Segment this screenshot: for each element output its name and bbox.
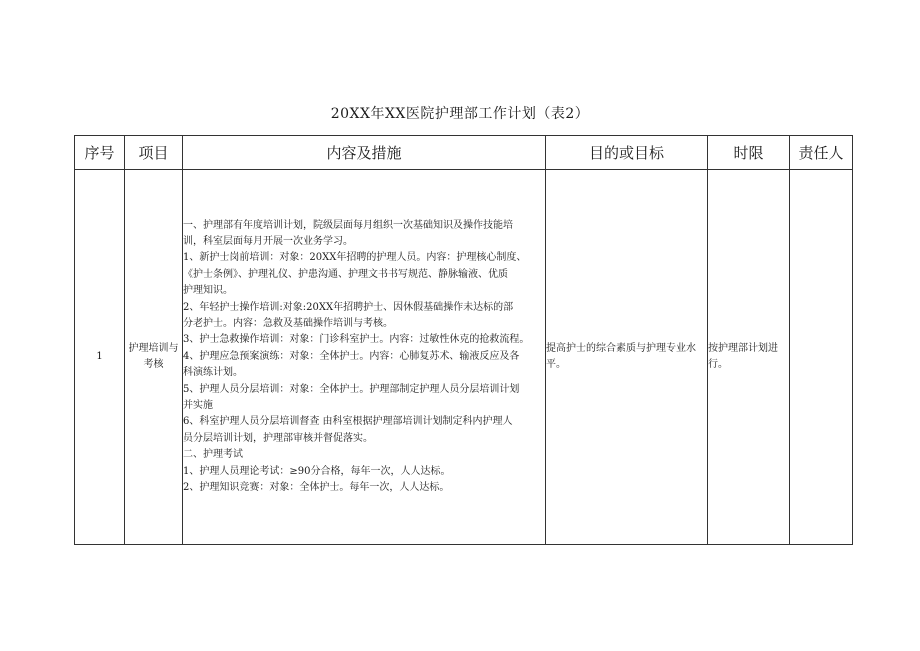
- content-line: 科演练计划。: [183, 367, 243, 379]
- content-line: 2、年轻护士操作培训:对象:20XX年招聘护士、因休假基础操作未达标的部: [183, 301, 514, 313]
- table-header-row: [75, 136, 853, 170]
- content-line: 员分层培训计划，护理部审核并督促落实。: [183, 432, 373, 444]
- content-line: 1、护理人员理论考试：≥90分合格，每年一次，人人达标。: [183, 465, 451, 477]
- content-line: 护理知识。: [183, 285, 233, 297]
- content-line: 并实施: [183, 400, 213, 412]
- cell-serial-number: 1: [75, 170, 125, 545]
- content-line: 2、护理知识竞赛：对象：全体护士。每年一次，人人达标。: [183, 482, 450, 494]
- table-row: [75, 170, 853, 545]
- cell-purpose-goal: [546, 170, 708, 545]
- header-purpose-goal: 目的或目标: [546, 136, 708, 170]
- cell-responsible-person: [790, 170, 853, 545]
- item-text: 护理培训与考核: [128, 342, 179, 370]
- content-line: 分老护士。内容：急救及基础操作培训与考核。: [183, 317, 393, 329]
- cell-item: [125, 170, 183, 545]
- header-item: 项目: [125, 136, 183, 170]
- cell-time-limit: [708, 170, 790, 545]
- header-time-limit: 时限: [708, 136, 790, 170]
- header-responsible-person: 责任人: [790, 136, 853, 170]
- content-line: 5、护理人员分层培训：对象：全体护士。护理部制定护理人员分层培训计划: [183, 383, 520, 395]
- content-line: 训，科室层面每月开展一次业务学习。: [183, 235, 353, 247]
- content-line: 6、科室护理人员分层培训督查 由科室根据护理部培训计划制定科内护理人: [183, 416, 513, 428]
- content-line: 1、新护士岗前培训：对象：20XX年招聘的护理人员。内容：护理核心制度、: [183, 252, 527, 264]
- goal-text: 提高护士的综合素质与护理专业水平。: [546, 342, 696, 370]
- content-line: 《护士条例》、护理礼仪、护患沟通、护理文书书写规范、静脉输液、优质: [183, 268, 508, 280]
- header-content-measures: 内容及措施: [183, 136, 546, 170]
- content-line: 二、护理考试: [183, 449, 243, 461]
- document-title: 20XX年XX医院护理部工作计划（表2）: [330, 106, 590, 122]
- header-serial-number: 序号: [75, 136, 125, 170]
- content-line: 3、护士急救操作培训：对象：门诊科室护士。内容：过敏性休克的抢救流程。: [183, 334, 530, 346]
- content-line: 一、护理部有年度培训计划，院级层面每月组织一次基础知识及操作技能培: [183, 219, 513, 231]
- content-line: 4、护理应急预案演练：对象：全体护士。内容：心肺复苏术、输液反应及各: [183, 350, 520, 362]
- cell-content-measures: [183, 170, 546, 545]
- work-plan-table: [74, 135, 853, 545]
- time-limit-text: 按护理部计划进行。: [708, 342, 778, 370]
